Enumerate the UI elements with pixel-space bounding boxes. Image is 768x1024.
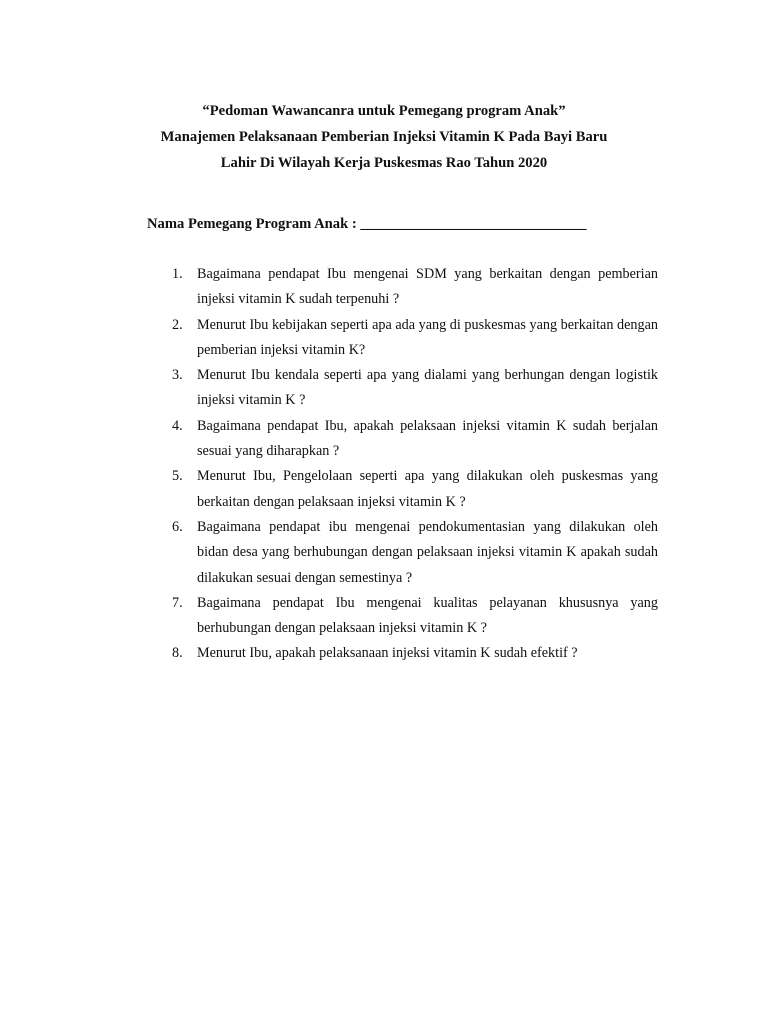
question-text: Menurut Ibu kebijakan seperti apa ada yang di puskesmas yang berkaitan dengan pemberian injeksi vitamin K? bbox=[197, 316, 658, 358]
question-text: Menurut Ibu, apakah pelaksanaan injeksi vitamin K sudah efektif ? bbox=[197, 645, 578, 662]
question-item-5 bbox=[147, 464, 658, 515]
question-text: Bagaimana pendapat Ibu mengenai kualitas pelayanan khususnya yang berhubungan dengan pelaksaan injeksi vitamin K ? bbox=[197, 594, 658, 637]
question-text: Menurut Ibu kendala seperti apa yang dialami yang berhungan dengan logistik injeksi vitamin K ? bbox=[197, 367, 658, 409]
question-number: 8. bbox=[172, 645, 183, 662]
question-item-1 bbox=[147, 262, 658, 313]
question-number: 4. bbox=[172, 417, 183, 434]
question-number: 7. bbox=[172, 594, 183, 611]
question-number: 6. bbox=[172, 518, 183, 535]
title-line-2: Manajemen Pelaksanaan Pemberian Injeksi Vitamin K Pada Bayi Baru bbox=[160, 129, 608, 145]
question-item-3 bbox=[147, 363, 658, 414]
question-item-8 bbox=[147, 641, 658, 666]
title-line-1: “Pedoman Wawancanra untuk Pemegang program Anak” bbox=[202, 103, 566, 119]
name-field-blank: _______________________________ bbox=[360, 216, 587, 232]
question-list bbox=[147, 262, 658, 667]
question-text: Bagaimana pendapat ibu mengenai pendokumentasian yang dilakukan oleh bidan desa yang berhubungan dengan pelaksaan injeksi vitamin K apakah sudah dilakukan sesuai dengan semestinya ? bbox=[197, 518, 658, 586]
question-text: Bagaimana pendapat Ibu mengenai SDM yang berkaitan dengan pemberian injeksi vitamin K sudah terpenuhi ? bbox=[197, 266, 658, 308]
name-field-label: Nama Pemegang Program Anak : bbox=[147, 216, 357, 232]
title-line-3: Lahir Di Wilayah Kerja Puskesmas Rao Tahun 2020 bbox=[220, 155, 548, 171]
question-number: 5. bbox=[172, 468, 183, 485]
name-field bbox=[147, 212, 587, 236]
question-number: 1. bbox=[172, 266, 183, 282]
question-item-2 bbox=[147, 313, 658, 364]
document-title bbox=[100, 98, 668, 176]
question-text: Menurut Ibu, Pengelolaan seperti apa yang dilakukan oleh puskesmas yang berkaitan dengan pelaksaan injeksi vitamin K ? bbox=[197, 468, 658, 510]
question-text: Bagaimana pendapat Ibu, apakah pelaksaan injeksi vitamin K sudah berjalan sesuai yang diharapkan ? bbox=[197, 417, 658, 460]
question-number: 2. bbox=[172, 316, 183, 333]
question-item-4 bbox=[147, 414, 658, 465]
question-item-6 bbox=[147, 515, 658, 591]
question-number: 3. bbox=[172, 367, 183, 384]
question-item-7 bbox=[147, 591, 658, 642]
